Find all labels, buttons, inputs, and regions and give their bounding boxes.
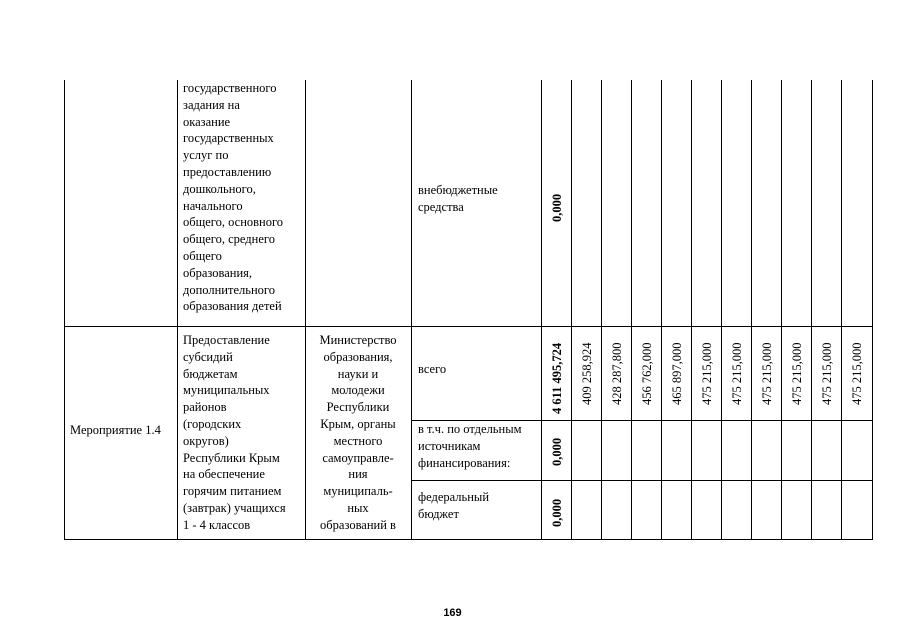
year-value-cell: 409 258,924	[580, 342, 594, 405]
column-divider	[661, 80, 662, 540]
year-value-cell: 475 215,000	[730, 342, 744, 405]
funding-source-label: в т.ч. по отдельным источникам финансирования:	[418, 422, 522, 470]
executor-cell: Министерство образования, науки и молодежи Республики Крым, органы местного самоуправле- ния муниципаль- ных образований в	[319, 333, 397, 532]
funding-source-label: внебюджетные средства	[418, 183, 498, 214]
column-divider	[541, 80, 542, 540]
column-divider	[177, 80, 178, 540]
measure-description-cell: Предоставление субсидий бюджетам муниципальных районов (городских округов) Республики Крым на обеспечение горячим питанием (завтрак) учащихся 1 - 4 классов	[183, 333, 286, 532]
row-divider	[411, 480, 873, 481]
measure-name-cell: Мероприятие 1.4	[70, 423, 161, 437]
year-value-cell: 475 215,000	[850, 342, 864, 405]
total-value-cell: 0,000	[550, 437, 564, 466]
total-value-cell: 0,000	[550, 498, 564, 527]
column-divider	[691, 80, 692, 540]
column-divider	[411, 80, 412, 540]
year-value-cell: 475 215,000	[790, 342, 804, 405]
funding-source-label: всего	[418, 362, 447, 376]
column-divider	[631, 80, 632, 540]
column-divider	[601, 80, 602, 540]
total-value-cell: 4 611 495,724	[550, 342, 564, 414]
year-value-cell: 428 287,800	[610, 342, 624, 405]
total-value-cell: 0,000	[550, 193, 564, 222]
year-value-cell: 465 897,000	[670, 342, 684, 405]
column-divider	[64, 80, 65, 540]
page-number: 169	[443, 607, 462, 619]
column-divider	[781, 80, 782, 540]
year-value-cell: 475 215,000	[760, 342, 774, 405]
funding-source-label: федеральный бюджет	[418, 490, 490, 521]
year-value-cell: 456 762,000	[640, 342, 654, 405]
column-divider	[811, 80, 812, 540]
column-divider	[721, 80, 722, 540]
column-divider	[872, 80, 873, 540]
year-value-cell: 475 215,000	[700, 342, 714, 405]
year-value-cell: 475 215,000	[820, 342, 834, 405]
column-divider	[571, 80, 572, 540]
column-divider	[751, 80, 752, 540]
column-divider	[841, 80, 842, 540]
task-description-cell: государственного задания на оказание государственных услуг по предоставлению дошкольного, начального общего, основного общего, среднего общего образования, дополнительного образования детей	[183, 81, 284, 314]
